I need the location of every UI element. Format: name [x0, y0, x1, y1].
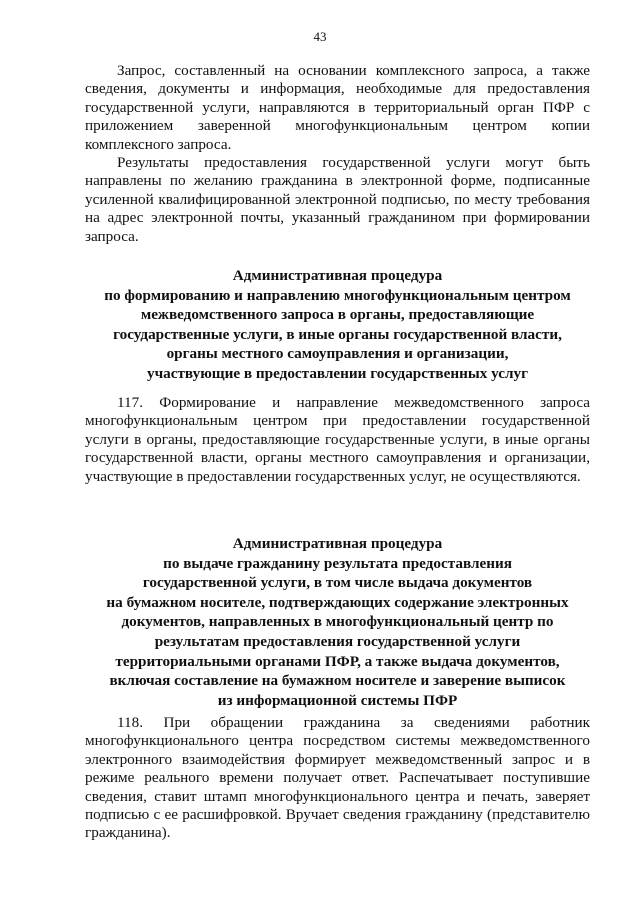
- heading-2-line: из информационной системы ПФР: [217, 691, 458, 709]
- section-117: [85, 394, 590, 486]
- heading-2-line: результатам предоставления государственной услуги: [154, 632, 521, 650]
- heading-2-line: документов, направленных в многофункциональный центр по: [121, 613, 554, 631]
- page-number: 43: [313, 29, 327, 44]
- heading-2-line: территориальными органами ПФР, а также выдача документов,: [115, 652, 560, 670]
- heading-1-line: участвующие в предоставлении государственных услуг: [146, 364, 529, 382]
- section-117-paragraph: 117. Формирование и направление межведомственного запроса многофункциональным центром при предоставлении государственной услуги в органы, предоставляющие государственные услуги, в иные органы государственной власти, органы местного самоуправления и организации, участвующие в предоставлении государственных услуг, не осуществляются.: [85, 394, 590, 485]
- procedure-heading-1: [75, 266, 600, 384]
- heading-2-line: включая составление на бумажном носителе и заверение выписок: [109, 672, 566, 690]
- intro-paragraph-2: Результаты предоставления государственной услуги могут быть направлены по желанию гражданина в электронной форме, подписанные усиленной квалифицированной электронной подписью, по месту требования на адрес электронной почты, указанный гражданином при формировании запроса.: [85, 154, 590, 245]
- heading-2-line: государственной услуги, в том числе выдача документов: [142, 574, 533, 592]
- heading-1-line: межведомственного запроса в органы, предоставляющие: [140, 306, 535, 324]
- heading-2-line: на бумажном носителе, подтверждающих содержание электронных: [106, 593, 569, 611]
- heading-1-line: по формированию и направлению многофункциональным центром: [104, 286, 571, 304]
- intro-text: [85, 62, 590, 246]
- heading-1-line: органы местного самоуправления и организации,: [166, 345, 509, 363]
- heading-1-line: государственные услуги, в иные органы государственной власти,: [113, 325, 562, 343]
- heading-1-line: Административная процедура: [232, 267, 443, 284]
- heading-2-line: Административная процедура: [232, 535, 443, 552]
- intro-paragraph-1: Запрос, составленный на основании комплексного запроса, а также сведения, документы и информация, необходимые для предоставления государственной услуги, направляются в территориальный орган ПФР с приложением заверенной многофункциональным центром копии комплексного запроса.: [85, 62, 590, 153]
- section-118-paragraph: 118. При обращении гражданина за сведениями работник многофункционального центра посредством системы межведомственного электронного взаимодействия формирует межведомственный запрос и в режиме реального времени получает ответ. Распечатывает поступившие сведения, ставит штамп многофункционального центра и печать, заверяет подписью с ее расшифровкой. Вручает сведения гражданину (представителю гражданина).: [85, 714, 590, 842]
- section-118: [85, 714, 590, 843]
- heading-2-line: по выдаче гражданину результата предоставления: [163, 554, 512, 572]
- procedure-heading-2: [75, 534, 600, 710]
